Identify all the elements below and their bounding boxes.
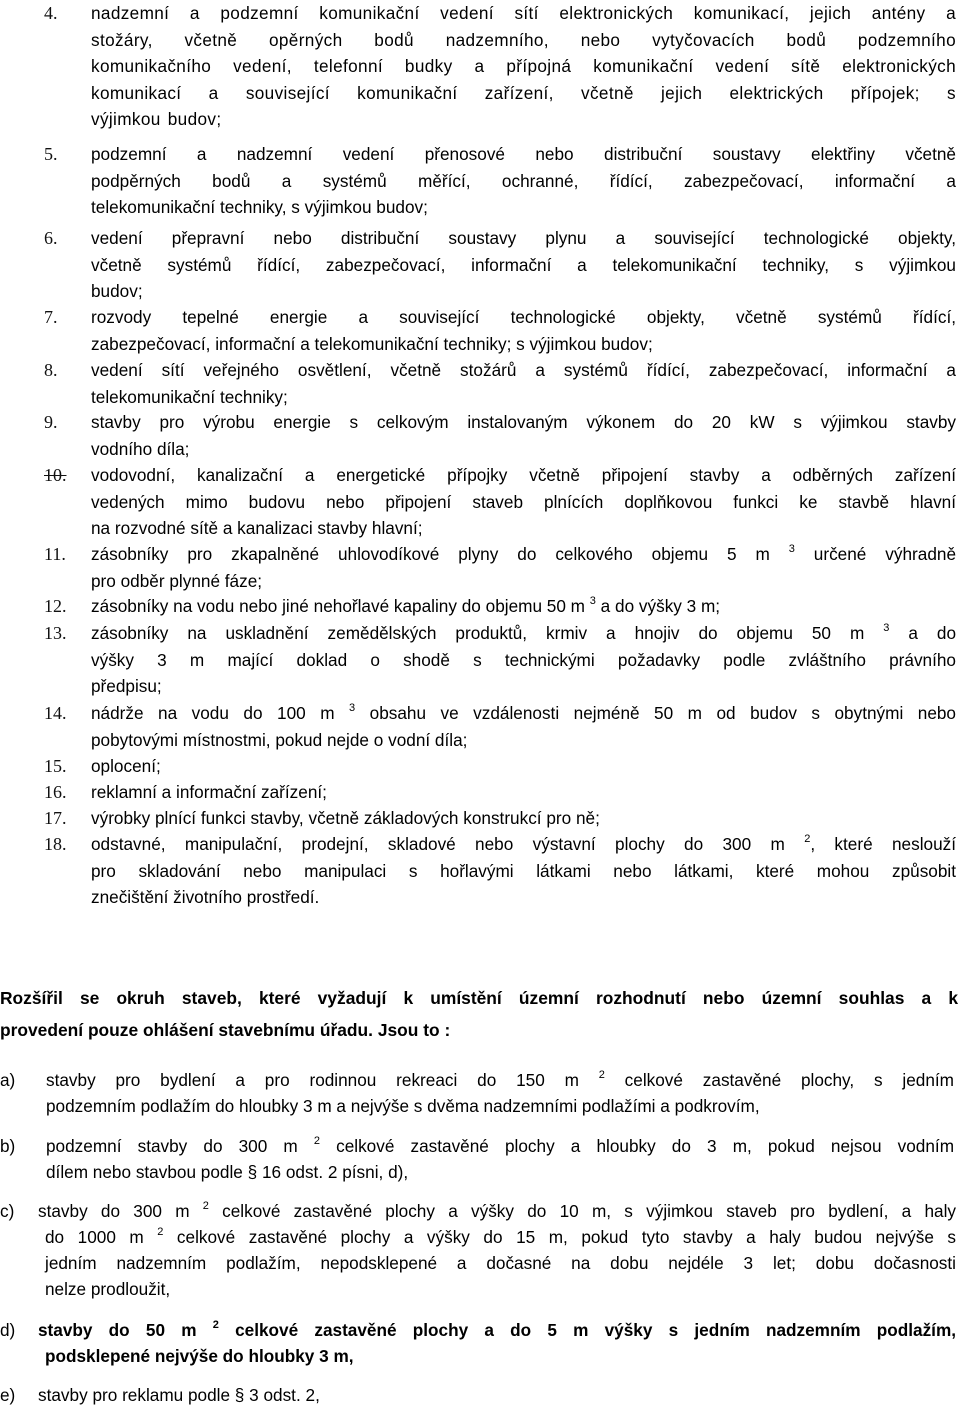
text-line: budov; <box>91 281 143 301</box>
text-line: stavby do 300 m $^2$ celkové zastavěné plochy a výšky do 10 m, s výjimkou staveb pro bydlení, a haly <box>38 1200 956 1221</box>
text-line: podsklepené nejvýše do hloubky 3 m, <box>45 1346 354 1366</box>
text-line: stavby pro výrobu energie s celkovým instalovaným výkonem do 20 kW s výjimkou stavby <box>91 412 956 432</box>
text-line: telekomunikační techniky, s výjimkou budov; <box>91 197 428 217</box>
list-number: 17. <box>44 808 67 828</box>
list-letter: e) <box>0 1385 16 1405</box>
list-item-text <box>91 620 956 700</box>
text-line: nadzemní a podzemní komunikační vedení sítí elektronických komunikací, jejich antény a <box>91 3 956 23</box>
text-line: komunikačního vedení, telefonní budky a přípojná komunikační vedení sítě elektronických <box>91 56 956 76</box>
list-letter: b) <box>0 1136 16 1156</box>
text-line: zásobníky na uskladnění zemědělských produktů, krmiv a hnojiv do objemu 50 m $^3$ a do <box>91 622 957 643</box>
list-letter: a) <box>0 1070 16 1090</box>
list-item-text <box>91 541 956 594</box>
text-line: vedení sítí veřejného osvětlení, včetně stožárů a systémů řídící, zabezpečovací, informační a <box>91 360 956 380</box>
list-item-text <box>91 831 956 911</box>
text-line: zabezpečovací, informační a telekomunikační techniky; s výjimkou budov; <box>91 333 653 354</box>
text-line: vodního díla; <box>91 438 190 459</box>
list-item-text <box>38 1317 956 1369</box>
list-number: 7. <box>44 307 58 327</box>
list-number: 16. <box>44 782 67 802</box>
text-line: podzemním podlažím do hloubky 3 m a nejvýše s dvěma nadzemními podlažími a podkrovím, <box>46 1096 760 1116</box>
list-number: 11. <box>44 544 66 564</box>
list-item-text <box>91 409 956 462</box>
list-number: 15. <box>44 756 67 776</box>
heading-line: provedení pouze ohlášení stavebnímu úřadu. Jsou to : <box>0 1020 451 1040</box>
text-line: vodovodní, kanalizační a energetické přípojky včetně připojení stavby a odběrných zařízení <box>91 465 956 485</box>
list-item-text <box>46 1067 954 1119</box>
text-line: do 1000 m $^2$ celkové zastavěné plochy a výšky do 15 m, pokud tyto stavby a haly budou nejvýše s <box>45 1226 957 1247</box>
list-number: 13. <box>44 623 67 643</box>
text-line: výjimkou budov; <box>91 109 222 129</box>
list-number: 5. <box>44 144 58 164</box>
text-line: pobytovými místnostmi, pokud nejde o vodní díla; <box>91 729 468 750</box>
text-line: odstavné, manipulační, prodejní, skladové nebo výstavní plochy do 300 m $^2$, které neslouží <box>91 833 956 854</box>
text-line: podzemní a nadzemní vedení přenosové nebo distribuční soustavy elektřiny včetně <box>91 144 956 164</box>
text-line: pro skladování nebo manipulaci s hořlavými látkami nebo látkami, které mohou způsobit <box>91 860 956 881</box>
list-number: 14. <box>44 703 67 723</box>
text-line: stavby do 50 m $^2$ celkové zastavěné plochy a do 5 m výšky s jedním nadzemním podlažím, <box>38 1319 956 1340</box>
list-number: 8. <box>44 360 58 380</box>
list-item-text <box>91 0 956 133</box>
text-line: telekomunikační techniky; <box>91 386 288 407</box>
text-line: vedených mimo budovu nebo připojení staveb plnících doplňkovou funkci ke stavbě hlavní <box>91 491 956 512</box>
text-line: znečištění životního prostředí. <box>91 887 320 907</box>
text-line: nádrže na vodu do 100 m $^3$ obsahu ve vzdálenosti nejméně 50 m od budov s obytnými nebo <box>91 702 956 723</box>
text-line: zásobníky pro zkapalněné uhlovodíkové plyny do celkového objemu 5 m $^3$ určené výhradně <box>91 543 956 564</box>
section-heading <box>0 982 958 1046</box>
heading-line: Rozšířil se okruh staveb, které vyžadují k umístění územní rozhodnutí nebo územní souhlas a k <box>0 988 958 1008</box>
list-number: 12. <box>44 596 67 616</box>
text-line: komunikací a související komunikační zařízení, včetně jejich elektrických přípojek; s <box>91 82 956 103</box>
list-number: 4. <box>44 3 58 23</box>
text-line: jedním nadzemním podlažím, nepodsklepené a dočasné na dobu nejdéle 3 let; dobu dočasnosti <box>45 1253 956 1273</box>
text-line: včetně systémů řídící, zabezpečovací, informační a telekomunikační techniky, s výjimkou <box>91 254 956 275</box>
text-line: rozvody tepelné energie a související technologické objekty, včetně systémů řídící, <box>91 307 956 327</box>
text-line: výšky 3 m mající doklad o shodě s technickými požadavky podle zvláštního právního <box>91 649 956 670</box>
list-item-text <box>91 593 956 620</box>
list-item-text <box>91 779 956 806</box>
list-item-text <box>91 700 956 753</box>
list-item-text <box>46 1133 954 1185</box>
list-item-text <box>91 805 956 832</box>
text-line: stavby pro reklamu podle § 3 odst. 2, <box>38 1385 320 1405</box>
text-line: na rozvodné sítě a kanalizaci stavby hlavní; <box>91 518 423 538</box>
list-number: 9. <box>44 412 58 432</box>
list-number: 10. <box>44 465 67 485</box>
list-letter: d) <box>0 1320 16 1340</box>
list-item-text <box>91 141 956 221</box>
text-line: pro odběr plynné fáze; <box>91 570 263 591</box>
text-line: dílem nebo stavbou podle § 16 odst. 2 písni, d), <box>46 1162 409 1182</box>
text-line: vedení přepravní nebo distribuční soustavy plynu a související technologické objekty, <box>91 228 956 248</box>
text-line: podzemní stavby do 300 m $^2$ celkové zastavěné plochy a hloubky do 3 m, pokud nejsou vodním <box>46 1135 955 1156</box>
text-line: stožáry, včetně opěrných bodů nadzemního, nebo vytyčovacích bodů podzemního <box>91 29 956 50</box>
list-item-text <box>91 753 956 780</box>
list-item-text <box>38 1382 956 1408</box>
list-number: 6. <box>44 228 58 248</box>
list-number: 18. <box>44 834 67 854</box>
text-line: nelze prodloužit, <box>45 1279 171 1299</box>
text-line: podpěrných bodů a systémů měřící, ochranné, řídící, zabezpečovací, informační a <box>91 170 956 191</box>
text-line: zásobníky na vodu nebo jiné nehořlavé kapaliny do objemu 50 m $^3$ a do výšky 3 m; <box>91 595 721 616</box>
list-letter: c) <box>0 1201 15 1221</box>
list-item-text <box>38 1198 956 1302</box>
text-line: stavby pro bydlení a pro rodinnou rekreaci do 150 m $^2$ celkové zastavěné plochy, s jedním <box>46 1069 954 1090</box>
text-line: výrobky plnící funkci stavby, včetně základových konstrukcí pro ně; <box>91 808 600 828</box>
text-line: reklamní a informační zařízení; <box>91 782 327 802</box>
list-item-text <box>91 357 956 410</box>
list-item-text <box>91 462 956 542</box>
text-line: předpisu; <box>91 676 162 696</box>
list-item-text <box>91 304 956 357</box>
text-line: oplocení; <box>91 756 161 776</box>
list-item-text <box>91 225 956 305</box>
